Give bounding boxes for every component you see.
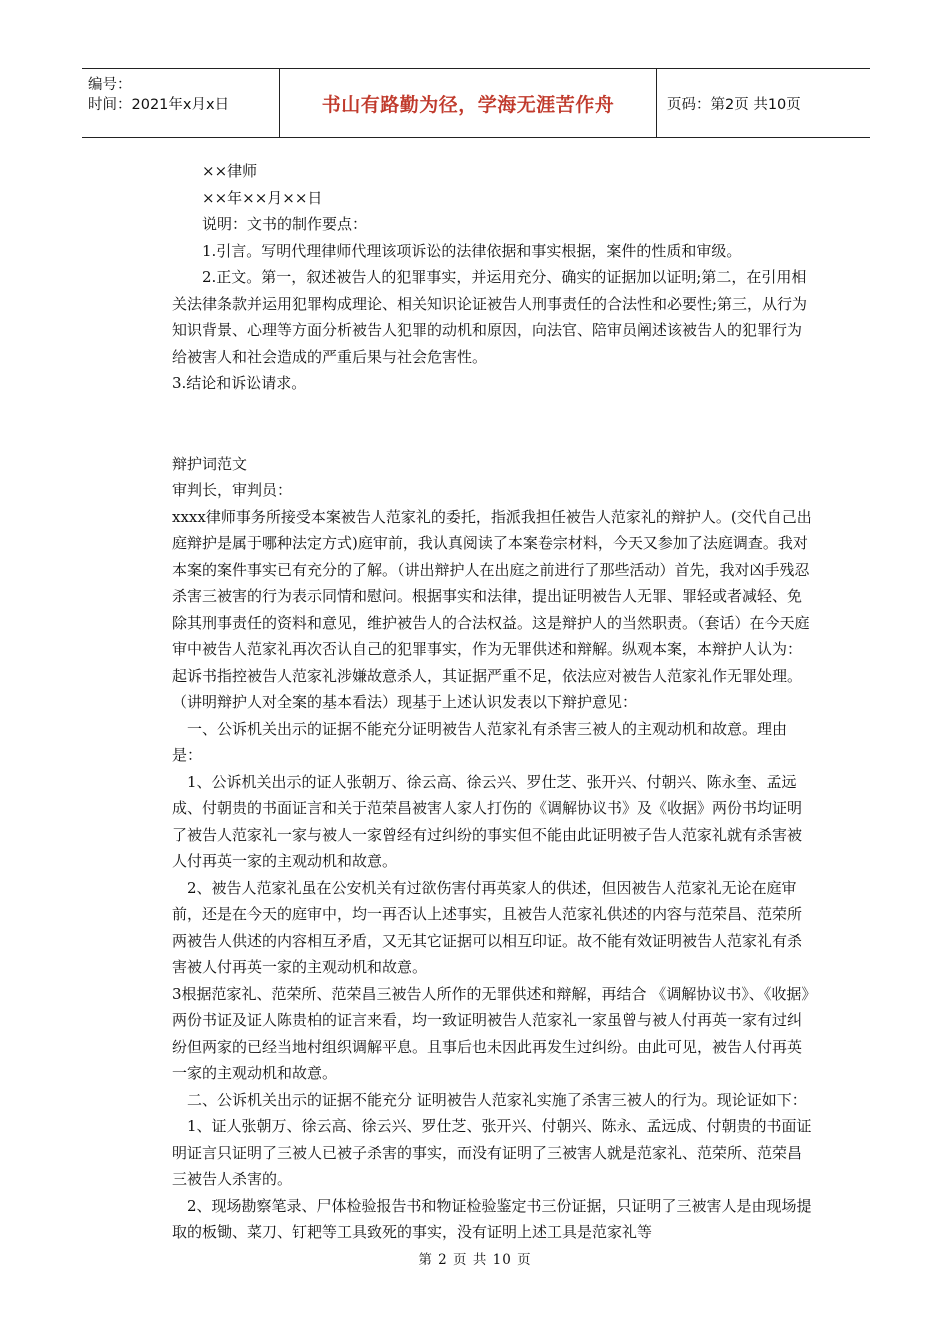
body-paragraph: ××年××月××日 xyxy=(172,188,323,207)
salutation: 审判长，审判员： xyxy=(172,481,293,499)
section-spacer xyxy=(172,397,812,451)
header-meta-cell xyxy=(82,69,280,137)
document-body xyxy=(172,158,812,1246)
body-paragraph: xxxx律师事务所接受本案被告人范家礼的委托，指派我担任被告人范家礼的辩护人。(交代自己出庭辩护是属于哪种法定方式)庭审前，我认真阅读了本案卷宗材料，今天又参加了法庭调查。我对本案的案件事实已有充分的了解。（讲出辩护人在出庭之前进行了那些活动）首先，我对凶手残忍杀害三被害的行为表示同情和慰问。根据事实和法律，提出证明被告人无罪、罪轻或者减轻、免除其刑事责任的资料和意见，维护被告人的合法权益。这是辩护人的当然职责。（套话）在今天庭审中被告人范家礼再次否认自己的犯罪事实，作为无罪供述和辩解。纵观本案，本辩护人认为：起诉书指控被告人范家礼涉嫌故意杀人，其证据严重不足，依法应对被告人范家礼作无罪处理。（讲明辩护人对全案的基本看法）现基于上述认识发表以下辩护意见： xyxy=(172,507,812,711)
defense-statement-section xyxy=(172,451,812,1246)
page-footer: 第 2 页 共 10 页 xyxy=(418,1252,532,1268)
body-paragraph: 2、现场勘察笔录、尸体检验报告书和物证检验鉴定书三份证据，只证明了三被害人是由现场提取的板锄、菜刀、钉耙等工具致死的事实，没有证明上述工具是范家礼等 xyxy=(172,1196,812,1241)
header-page-info: 页码：第2页 共10页 xyxy=(667,96,801,113)
body-paragraph: 1、公诉机关出示的证人张朝万、徐云高、徐云兴、罗仕芝、张开兴、付朝兴、陈永奎、孟远成、付朝贵的书面证言和关于范荣昌被害人家人打伤的《调解协议书》及《收据》两份书均证明了被告人范家礼一家与被人一家曾经有过纠纷的事实但不能由此证明被子告人范家礼就有杀害被人付再英一家的主观动机和故意。 xyxy=(172,772,803,870)
header-motto: 书山有路勤为径，学海无涯苦作舟 xyxy=(280,69,657,137)
page-header xyxy=(82,68,870,138)
body-paragraph: 1、证人张朝万、徐云高、徐云兴、罗仕芝、张开兴、付朝兴、陈永、孟远成、付朝贵的书面证明证言只证明了三被人已被子杀害的事实，而没有证明了三被害人就是范家礼、范荣所、范荣昌三被告人杀害的。 xyxy=(172,1117,812,1188)
document-date-label: 时间：2021年x月x日 xyxy=(88,97,230,113)
document-number-label: 编号： xyxy=(88,77,132,93)
body-paragraph: 一、公诉机关出示的证据不能充分证明被告人范家礼有杀害三被人的主观动机和故意。理由是： xyxy=(172,719,788,764)
body-paragraph: 1.引言。写明代理律师代理该项诉讼的法律依据和事实根据，案件的性质和审级。 xyxy=(172,241,742,260)
body-paragraph: 二、公诉机关出示的证据不能充分 证明被告人范家礼实施了杀害三被人的行为。现论证如下： xyxy=(172,1090,807,1109)
drafting-notes-section xyxy=(172,158,812,397)
body-paragraph: 3根据范家礼、范荣所、范荣昌三被告人所作的无罪供述和辩解，再结合 《调解协议书》、《收据》两份书证及证人陈贵柏的证言来看，均一致证明被告人范家礼一家虽曾与被人付再英一家有过纠纷但两家的已经当地村组织调解平息。且事后也未因此再发生过纠纷。由此可见，被告人付再英一家的主观动机和故意。 xyxy=(172,984,809,1082)
section-title: 辩护词范文 xyxy=(172,454,248,473)
body-paragraph: ××律师 xyxy=(172,162,258,180)
body-paragraph: 2、被告人范家礼虽在公安机关有过欲伤害付再英家人的供述，但因被告人范家礼无论在庭审前，还是在今天的庭审中，均一再否认上述事实，且被告人范家礼供述的内容与范荣昌、范荣所两被告人供述的内容相互矛盾，又无其它证据可以相互印证。故不能有效证明被告人范家礼有杀害被人付再英一家的主观动机和故意。 xyxy=(172,878,803,976)
body-paragraph: 2.正文。第一，叙述被告人的犯罪事实，并运用充分、确实的证据加以证明;第二，在引用相关法律条款并运用犯罪构成理论、相关知识论证被告人刑事责任的合法性和必要性;第三，从行为知识背景、心理等方面分析被告人犯罪的动机和原因，向法官、陪审员阐述该被告人的犯罪行为给被害人和社会造成的严重后果与社会危害性。 xyxy=(172,268,808,366)
body-paragraph: 3.结论和诉讼请求。 xyxy=(172,374,307,392)
body-paragraph: 说明：文书的制作要点： xyxy=(172,215,368,233)
